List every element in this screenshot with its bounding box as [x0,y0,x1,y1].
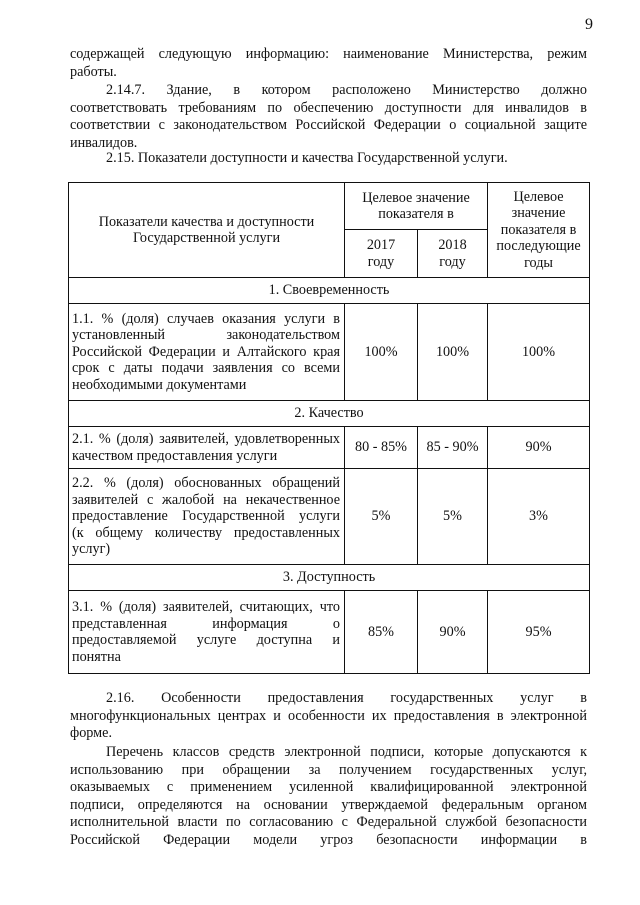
value-following: 100% [488,304,590,401]
header-2017: 2017 году [345,230,418,278]
text-line: использованию при обращении за получением государственных услуг, [70,761,587,778]
text-line: соответствии с законодательством Российской Федерации о социальной защите [70,117,587,133]
paragraph-2-15: 2.15. Показатели доступности и качества Государственной услуги. [106,150,508,166]
value-2018: 5% [418,469,488,565]
indicator-description: 2.1. % (доля) заявителей, удовлетворенных качеством предоставления услуги [69,427,345,469]
text-line: 2.14.7. Здание, в котором расположено Министерство должно [106,82,587,98]
indicators-table [68,182,590,674]
indicator-description: 3.1. % (доля) заявителей, считающих, что представленная информация о предоставляемой услуге доступна и понятна [69,591,345,674]
value-2017: 80 - 85% [345,427,418,469]
text-line: оказываемых с применением усиленной квалифицированной электронной [70,779,587,795]
text-line: соответствовать требованиям по обеспечению доступности для инвалидов в [70,99,587,116]
paragraph-electronic-signature [70,744,587,849]
text-line: Перечень классов средств электронной подписи, которые допускаются к [106,744,587,760]
text-line: работы. [70,63,117,80]
value-following: 95% [488,591,590,674]
value-2018: 90% [418,591,488,674]
indicator-description: 1.1. % (доля) случаев оказания услуги в установленный законодательством Российской Федерации и Алтайского края срок с даты подачи заявления со всеми необходимыми документами [69,304,345,401]
indicator-description: 2.2. % (доля) обоснованных обращений заявителей с жалобой на некачественное предоставление Государственной услуги (к общему количеству предоставленных услуг) [69,469,345,565]
value-2017: 5% [345,469,418,565]
text-line: подписи, определяются на основании утверждаемой федеральным органом [70,796,587,813]
header-indicator: Показатели качества и доступности Государственной услуги [69,183,345,278]
section-title: 2. Качество [69,401,590,427]
section-title: 3. Доступность [69,565,590,591]
value-following: 90% [488,427,590,469]
page-number: 9 [585,16,593,33]
paragraph-continuation [70,46,587,81]
text-line: Российской Федерации модели угроз безопасности информации в [70,831,587,848]
paragraph-2-14-7 [70,82,587,152]
text-line: исполнительной власти по согласованию с Федеральной службой безопасности [70,814,587,830]
value-2017: 85% [345,591,418,674]
header-target-group: Целевое значение показателя в [345,183,488,230]
section-title: 1. Своевременность [69,278,590,304]
paragraph-2-16 [70,690,587,743]
header-following-years: Целевое значение показателя в последующие годы [488,183,590,278]
text-line: форме. [70,725,112,741]
text-line: содержащей следующую информацию: наименование Министерства, режим [70,46,587,62]
text-line: 2.16. Особенности предоставления государственных услуг в [106,690,587,706]
value-following: 3% [488,469,590,565]
value-2018: 100% [418,304,488,401]
text-line: многофункциональных центрах и особенности их предоставления в электронной [70,707,587,724]
text-line: инвалидов. [70,134,138,151]
value-2017: 100% [345,304,418,401]
value-2018: 85 - 90% [418,427,488,469]
header-2018: 2018 году [418,230,488,278]
